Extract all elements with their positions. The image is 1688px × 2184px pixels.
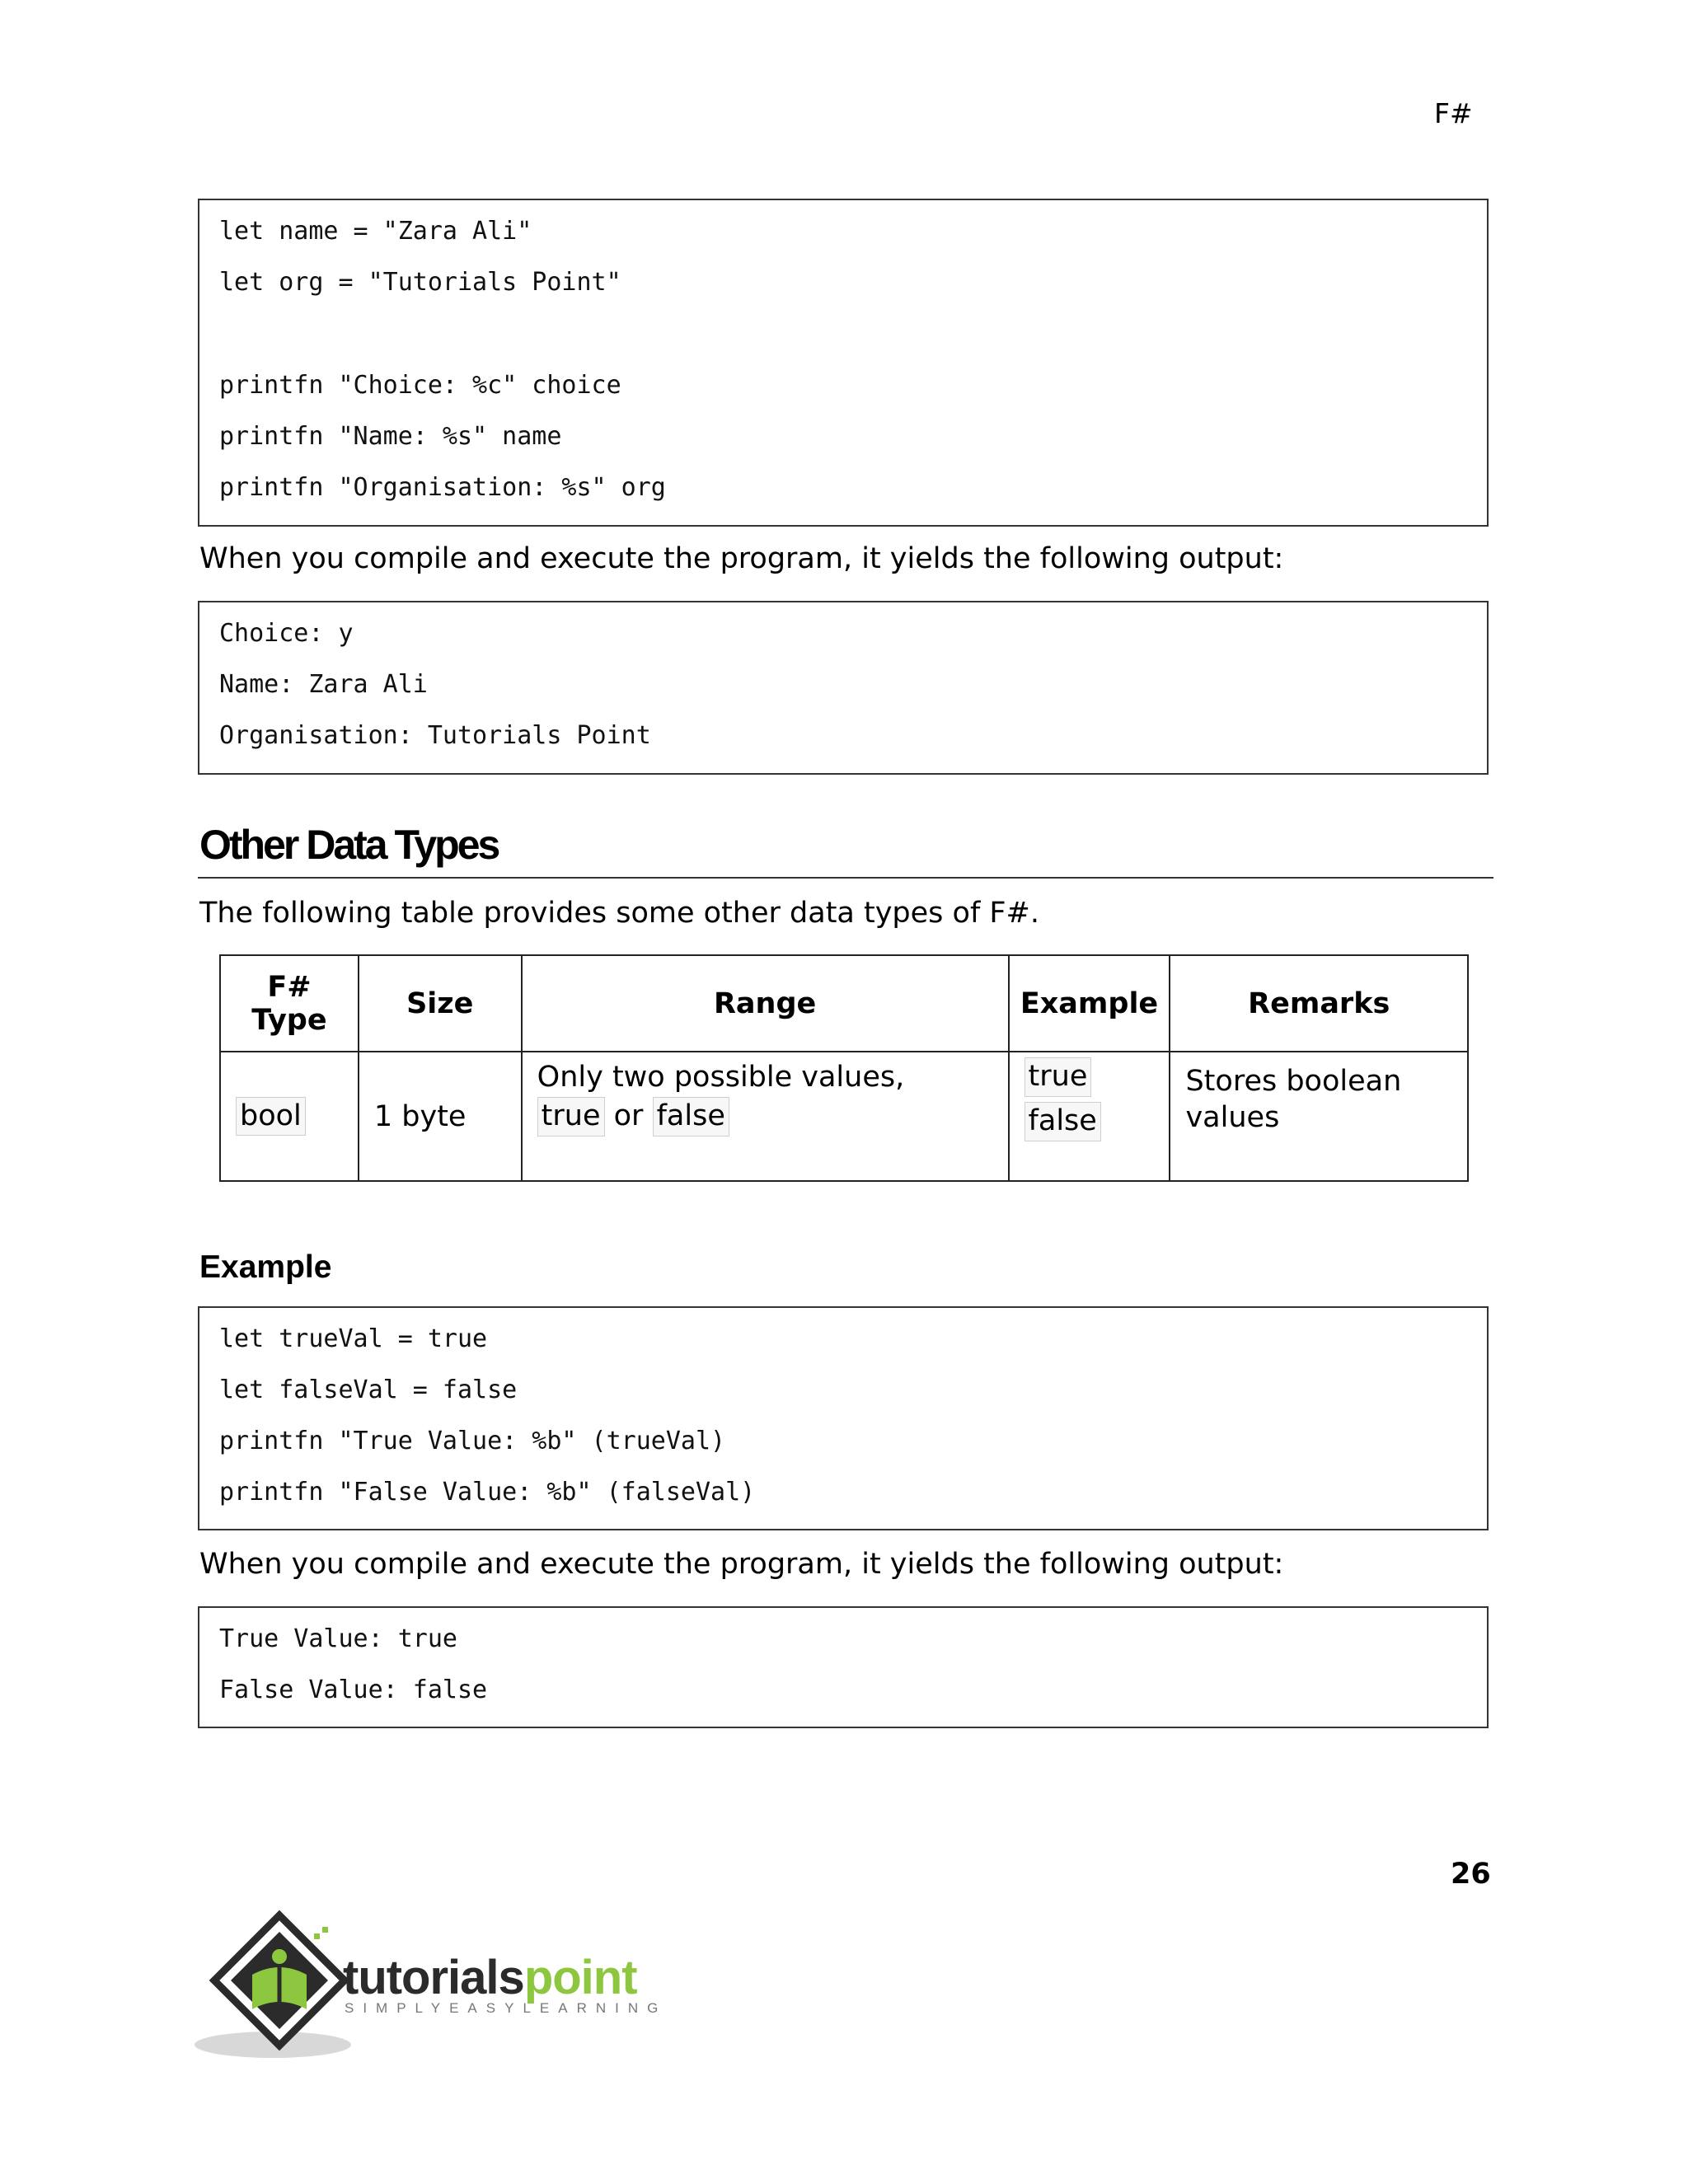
page-number: 26 <box>1451 1858 1491 1891</box>
code-line: printfn "True Value: %b" (trueVal) <box>219 1427 726 1455</box>
range-value-true: true <box>537 1097 605 1137</box>
section-title: Other Data Types <box>199 822 499 868</box>
output-intro-1: When you compile and execute the program, it yields the following output: <box>199 542 1284 575</box>
table-header-row <box>220 955 1468 1052</box>
example-true: true <box>1025 1057 1092 1097</box>
range-values <box>537 1097 993 1137</box>
output-line: Choice: y <box>219 619 354 648</box>
output-line: True Value: true <box>219 1624 457 1653</box>
cell-type <box>220 1052 359 1181</box>
header-type <box>220 955 359 1052</box>
header-type-line1: F# <box>267 970 312 1004</box>
logo-wordmark: tutorialspoint <box>343 1951 637 2004</box>
range-or: or <box>613 1099 644 1132</box>
code-line: printfn "Choice: %c" choice <box>219 371 621 400</box>
cell-size: 1 byte <box>359 1052 522 1181</box>
example-false: false <box>1025 1102 1101 1141</box>
example-heading: Example <box>199 1249 332 1285</box>
output-line: Organisation: Tutorials Point <box>219 721 651 750</box>
output-line: Name: Zara Ali <box>219 670 428 699</box>
cell-remarks: Stores boolean values <box>1170 1052 1468 1181</box>
code-line: printfn "False Value: %b" (falseVal) <box>219 1478 756 1507</box>
cell-example <box>1009 1052 1170 1181</box>
logo-tagline: SIMPLYEASYLEARNING <box>345 2000 668 2016</box>
code-line: let falseVal = false <box>219 1376 518 1404</box>
type-code: bool <box>236 1097 306 1137</box>
code-line: let name = "Zara Ali" <box>219 217 532 246</box>
section-divider <box>198 877 1493 879</box>
table-row <box>220 1052 1468 1181</box>
code-line: printfn "Organisation: %s" org <box>219 473 666 502</box>
output-intro-2: When you compile and execute the program, it yields the following output: <box>199 1548 1284 1581</box>
header-example: Example <box>1009 955 1170 1052</box>
range-value-false: false <box>653 1097 729 1137</box>
code-block-1 <box>198 199 1489 527</box>
data-types-table <box>219 954 1469 1182</box>
output-block-1 <box>198 601 1489 775</box>
output-line: False Value: false <box>219 1675 488 1704</box>
header-type-line2: Type <box>251 1003 327 1037</box>
range-text: Only two possible values, <box>537 1061 905 1094</box>
cell-range <box>522 1052 1009 1181</box>
header-range: Range <box>522 955 1009 1052</box>
section-intro: The following table provides some other data types of F#. <box>199 897 1039 930</box>
code-line: printfn "Name: %s" name <box>219 422 562 451</box>
header-size: Size <box>359 955 522 1052</box>
running-header: F# <box>1434 97 1473 129</box>
code-block-2 <box>198 1306 1489 1530</box>
header-remarks: Remarks <box>1170 955 1468 1052</box>
code-line: let org = "Tutorials Point" <box>219 268 621 297</box>
output-block-2 <box>198 1606 1489 1728</box>
code-line: let trueVal = true <box>219 1324 488 1353</box>
